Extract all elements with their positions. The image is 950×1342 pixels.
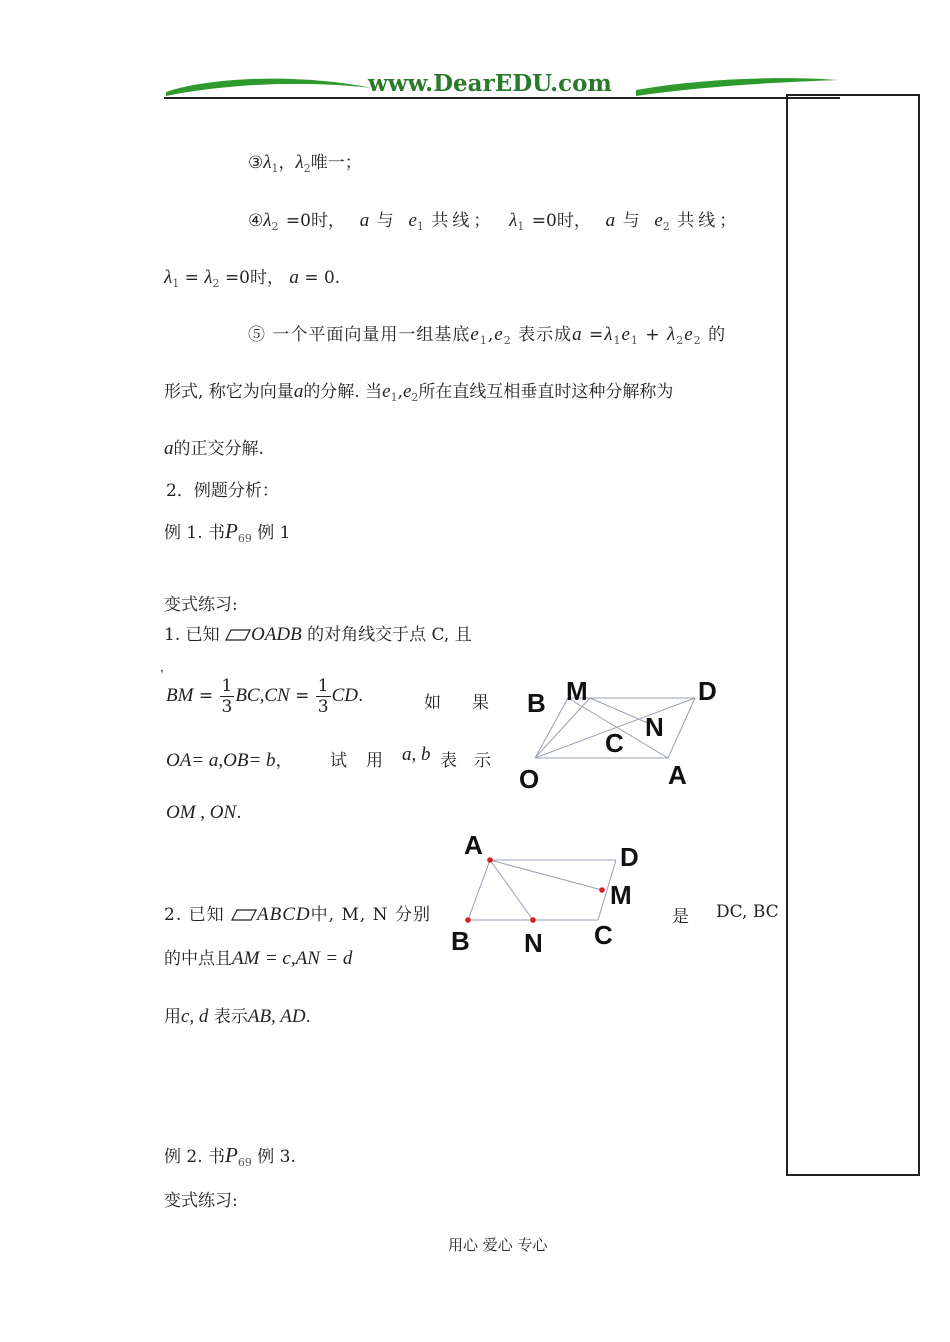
segment-cn: CN	[264, 685, 290, 706]
numerator: 1	[221, 676, 233, 696]
equals: =	[184, 268, 199, 288]
comma: ,	[487, 325, 495, 345]
vector-e2-sub: 2	[693, 334, 702, 347]
lambda-2-sub: 2	[676, 334, 685, 347]
parallelogram-name: OADB	[251, 624, 302, 645]
example-1-suffix: 例 1	[257, 523, 291, 543]
comma: ，	[275, 751, 293, 771]
item-4-line-2	[164, 263, 340, 290]
footer-text: 用心 爱心 专心	[448, 1236, 548, 1254]
point-a-dot	[487, 857, 493, 863]
variation-heading: 变式练习:	[164, 1191, 238, 1211]
item-5-text: 所在直线互相垂直时这种分解称为	[418, 382, 674, 402]
fig1-label-a: A	[668, 760, 687, 790]
word-guo: 果	[472, 693, 489, 713]
fig2-label-c: C	[594, 920, 613, 950]
parallelogram-name: ABCD	[257, 904, 311, 925]
exercise-1-text: 的对角线交于点 C, 且	[307, 625, 472, 645]
item-5-line-3	[164, 434, 264, 460]
item-3-line	[248, 148, 362, 175]
denominator: 3	[221, 697, 233, 717]
segment-bm: BM	[166, 685, 194, 706]
when-text: 时，	[310, 211, 345, 231]
item-5-text: 的	[708, 325, 727, 345]
exercise-2-text: 用	[164, 1007, 181, 1027]
item-5-line-1	[248, 320, 726, 347]
fig2-label-b: B	[451, 926, 470, 956]
comma: ,	[397, 382, 403, 402]
vector-e1-sub: 1	[390, 391, 398, 404]
equals: =	[198, 686, 214, 706]
vector-a: a	[605, 210, 616, 231]
vector-ob: OB	[223, 750, 249, 771]
fig2-label-m: M	[610, 880, 632, 910]
lambda-2: λ	[666, 324, 677, 345]
exercise-1-line-4	[166, 802, 242, 824]
page-number: 69	[237, 532, 252, 545]
lambda-2: λ	[295, 152, 304, 173]
fig1-label-b: B	[527, 688, 546, 718]
vars-cd: c, d	[181, 1006, 209, 1027]
item-4-marker: ④	[248, 211, 264, 231]
exercise-2-line-3	[164, 1002, 311, 1028]
fig1-label-o: O	[519, 764, 540, 794]
exercise-1-line-2	[166, 676, 363, 717]
example-1	[164, 518, 291, 545]
vector-oa: OA	[166, 750, 192, 771]
with-text: 与	[622, 211, 640, 231]
vectors-ab-ad: AB, AD	[247, 1006, 306, 1027]
side-notes-box	[786, 94, 920, 1176]
exercise-2-text: 中, M, N 分别	[310, 905, 431, 925]
lambda-1-sub: 1	[172, 277, 180, 290]
exercise-2-text: 2. 已知	[164, 905, 225, 925]
exercise-2-line-1	[164, 900, 431, 926]
denominator: 3	[317, 697, 329, 717]
vector-e1: e	[470, 324, 480, 345]
item-3-text: 唯一；	[310, 153, 362, 173]
lambda-1-sub: 1	[271, 162, 279, 175]
header-rule	[164, 97, 840, 99]
parallelogram-icon	[225, 628, 251, 642]
vector-a: a	[572, 324, 583, 345]
vector-an-value: = d	[325, 948, 353, 969]
vector-e1-sub: 1	[479, 334, 488, 347]
vector-an: AN	[295, 948, 320, 969]
exercise-1-text: 1. 已知	[164, 625, 220, 645]
vector-a: a	[293, 381, 304, 402]
vector-e1-sub: 1	[630, 334, 639, 347]
lambda-2-sub: 2	[271, 220, 279, 233]
lambda-2: λ	[263, 210, 272, 231]
lambda-1: λ	[604, 324, 614, 345]
equals-zero: =0	[531, 211, 557, 231]
exercise-1-line-1	[164, 620, 472, 646]
segment-am	[490, 860, 602, 890]
period: .	[358, 686, 364, 706]
fig2-label-d: D	[620, 842, 639, 872]
lambda-1: λ	[164, 267, 173, 288]
header-banner	[164, 68, 840, 98]
banner-swoosh-left	[164, 72, 374, 98]
item-5-text: 的正交分解.	[173, 439, 264, 459]
example-2-text: 例 2. 书	[164, 1147, 226, 1167]
vector-e1: e	[408, 210, 417, 231]
item-5-marker: ⑤	[248, 325, 266, 345]
fig1-label-n: N	[645, 712, 664, 742]
segment-mn	[590, 698, 650, 724]
example-2	[164, 1142, 296, 1169]
lambda-1-sub: 1	[613, 334, 622, 347]
vector-e1: e	[382, 381, 391, 402]
points-dc-bc: DC, BC	[716, 902, 779, 922]
equals: =	[589, 325, 605, 345]
parallelogram-icon	[231, 908, 257, 922]
lambda-1: λ	[263, 152, 272, 173]
point-n-dot	[530, 917, 536, 923]
plus: +	[645, 325, 661, 345]
vector-e2: e	[494, 324, 504, 345]
fig2-label-a: A	[464, 830, 483, 860]
exercise-2-text: 的中点且	[164, 949, 232, 969]
lambda-1: λ	[509, 210, 518, 231]
lambda-2: λ	[204, 267, 213, 288]
item-5-text: 形式, 称它为向量	[164, 382, 294, 402]
item-5-line-2	[164, 377, 673, 404]
when-text: 时，	[556, 211, 591, 231]
vector-e2-sub: 2	[503, 334, 512, 347]
collinear-text: 共线；	[431, 211, 495, 231]
exercise-2-line-2	[164, 944, 352, 970]
word-shi-is: 是	[672, 907, 689, 927]
equals-zero: =0	[285, 211, 311, 231]
period: .	[334, 268, 341, 288]
vector-am: AM	[232, 948, 260, 969]
period: .	[236, 803, 242, 823]
stray-comma: ，	[160, 660, 173, 674]
word-biao: 表	[440, 751, 457, 771]
example-1-text: 例 1. 书	[164, 523, 226, 543]
item-4-line-1	[248, 206, 740, 233]
segment-bc: BC,	[235, 685, 265, 706]
point-b-dot	[465, 917, 471, 923]
variation-heading: 变式练习:	[164, 595, 238, 615]
segment-an	[490, 860, 533, 920]
vector-e2: e	[654, 210, 663, 231]
vector-e2: e	[402, 381, 412, 402]
exercise-2-text: 表示	[213, 1007, 248, 1027]
lambda-2-sub: 2	[212, 277, 220, 290]
example-2-suffix: 例 3.	[257, 1147, 296, 1167]
vector-a: a	[289, 267, 299, 288]
page-p: P	[225, 519, 238, 543]
page-number: 69	[237, 1156, 252, 1169]
vector-a: a	[359, 210, 370, 231]
vectors-om-on: OM , ON	[166, 802, 237, 823]
item-3-separator: ，	[278, 153, 296, 173]
page-p: P	[225, 1143, 238, 1167]
lambda-1-sub: 1	[517, 220, 525, 233]
site-logo: www.DearEDU.com	[368, 70, 612, 97]
segment-cd: CD	[331, 685, 359, 706]
fraction-one-third	[316, 676, 331, 717]
vector-e2-sub: 2	[411, 391, 419, 404]
word-shi2: 示	[474, 751, 491, 771]
side-ba	[468, 860, 490, 920]
fig1-label-c: C	[605, 728, 624, 758]
equals-zero-vector: = 0	[304, 268, 335, 288]
vector-am-value: = c,	[264, 948, 296, 969]
vars-ab: a, b	[402, 744, 431, 765]
numerator: 1	[317, 676, 329, 696]
collinear-text: 共线；	[677, 211, 741, 231]
item-5-text: 的分解. 当	[303, 382, 383, 402]
point-m-dot	[599, 887, 605, 893]
item-5-text: 一个平面向量用一组基底	[272, 325, 471, 345]
fraction-one-third	[220, 676, 235, 717]
item-3-marker: ③	[248, 153, 264, 173]
vector-e1: e	[621, 324, 631, 345]
vector-oa-value: = a,	[191, 750, 224, 771]
fig2-label-n: N	[524, 928, 543, 958]
item-5-text: 表示成	[518, 325, 573, 345]
lambda-2-sub: 2	[303, 162, 311, 175]
word-yong: 用	[366, 751, 383, 771]
section-heading: 2．例题分析：	[166, 481, 279, 501]
when-text: 时，	[250, 268, 284, 288]
word-shi: 试	[330, 751, 347, 771]
period: .	[305, 1007, 311, 1027]
equals-zero: =0	[224, 268, 250, 288]
word-ru: 如	[424, 693, 441, 713]
vector-ob-value: = b	[248, 750, 276, 771]
exercise-1-line-3	[166, 746, 293, 772]
with-text: 与	[376, 211, 394, 231]
fig1-label-d: D	[698, 676, 717, 706]
equals: =	[295, 686, 310, 706]
vector-a: a	[164, 438, 174, 459]
vector-e2: e	[684, 324, 694, 345]
vector-e2-sub: 2	[662, 220, 670, 233]
vector-e1-sub: 1	[416, 220, 424, 233]
fig1-label-m: M	[566, 676, 588, 706]
